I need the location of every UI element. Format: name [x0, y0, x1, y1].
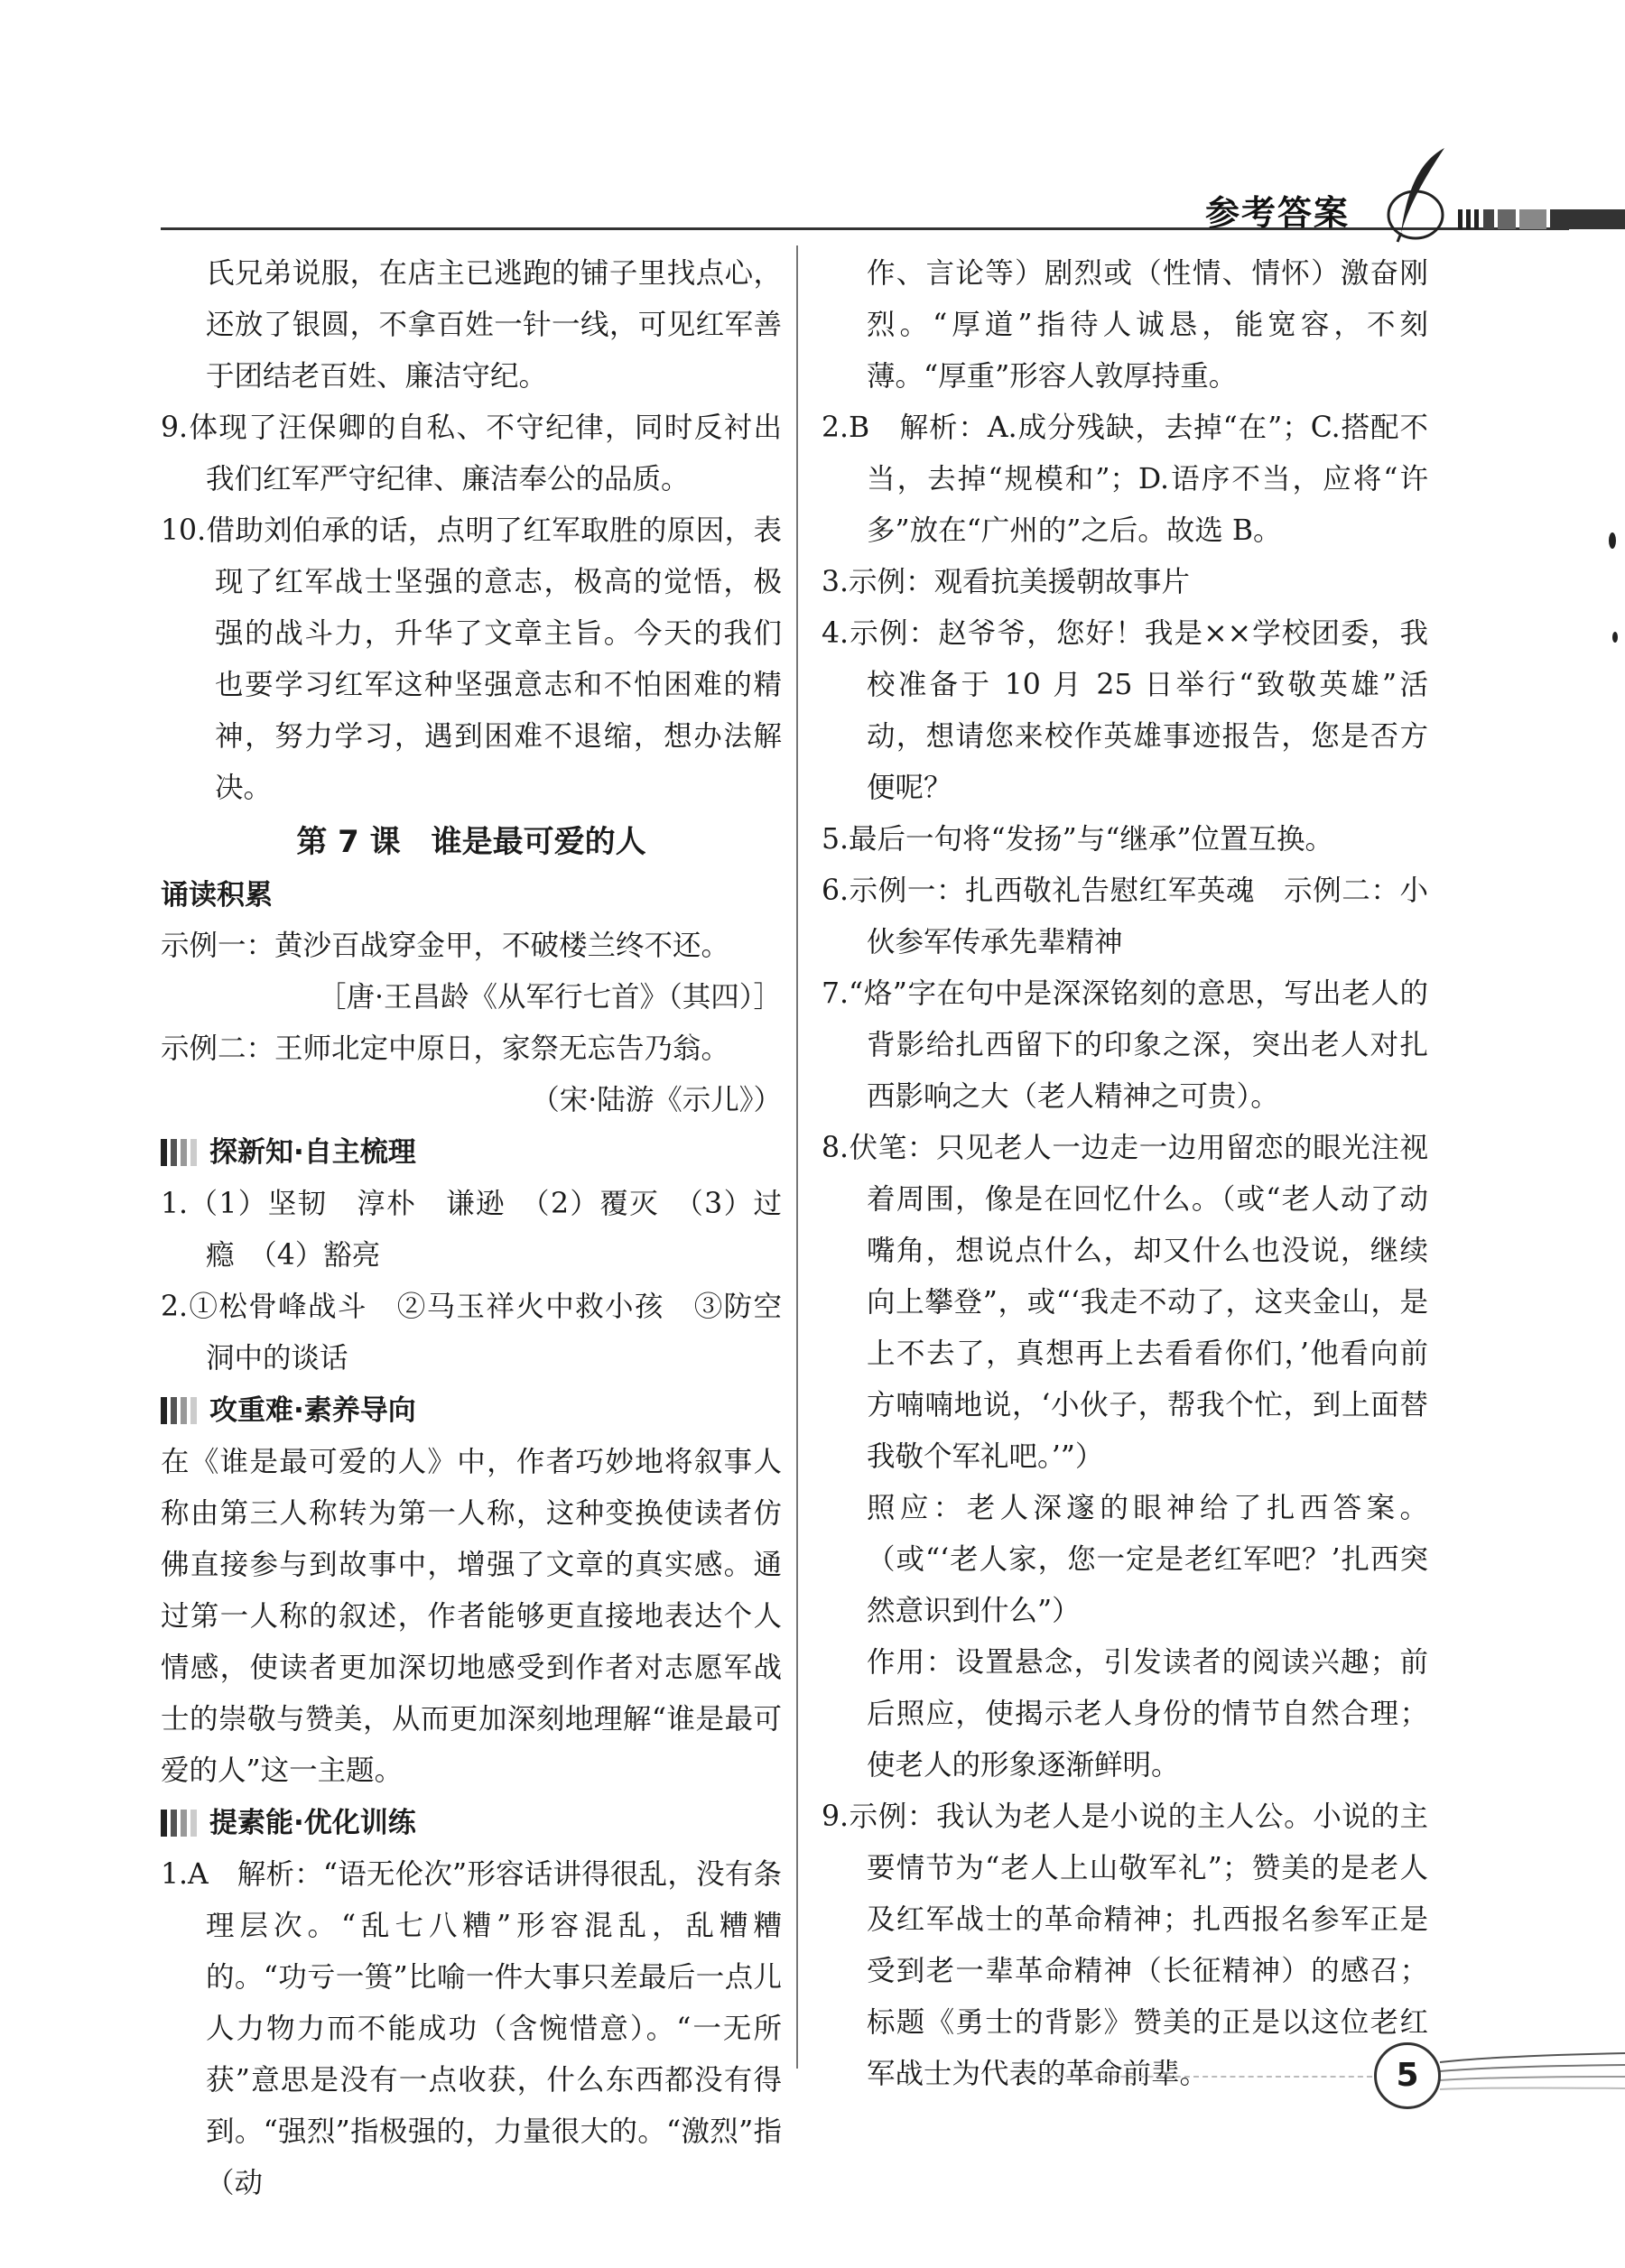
training-answer-3: 3.示例：观看抗美援朝故事片 [822, 566, 1191, 598]
training-answer-6: 6.示例一：扎西敬礼告慰红军英魂 示例二：小伙参军传承先辈精神 [822, 875, 1428, 958]
training-answer-9: 9.示例：我认为老人是小说的主人公。小说的主要情节为“老人上山敬军礼”；赞美的是老人及红军战士的革命精神；扎西报名参军正是受到老一辈革命精神（长征精神）的感召；标题《勇士的背影》赞美的正是以这位老红军战士为代表的革命前辈。 [822, 1801, 1428, 2090]
section-heading-training [161, 1797, 782, 1849]
page-header-title: 参考答案 [1205, 193, 1351, 233]
edge-speck [1612, 632, 1618, 643]
section-bars-icon [161, 1139, 197, 1166]
training-answer-8-echo: 照应：老人深邃的眼神给了扎西答案。（或“‘老人家，您一定是老红军吧？’扎西突然意识到什么”） [867, 1492, 1428, 1627]
paragraph-intro: 氏兄弟说服，在店主已逃跑的铺子里找点心，还放了银圆，不拿百姓一针一线，可见红军善于团结老百姓、廉洁守纪。 [206, 257, 782, 393]
header-bars-decoration [1458, 206, 1625, 233]
header-rule [161, 227, 1569, 230]
section-heading-text: 攻重难·素养导向 [209, 1394, 416, 1427]
training-answer-5: 5.最后一句将“发扬”与“继承”位置互换。 [822, 823, 1333, 856]
explore-answer-2: 2.①松骨峰战斗 ②马玉祥火中救小孩 ③防空洞中的谈话 [161, 1291, 782, 1375]
training-answer-1: 1.A 解析：“语无伦次”形容话讲得很乱，没有条理层次。“乱七八糟”形容混乱，乱糟糟的。“功亏一篑”比喻一件大事只差最后一点儿人力物力而不能成功（含惋惜意）。“一无所获”意思是没有一点收获，什么东西都没有得到。“强烈”指极强的，力量很大的。“激烈”指（动 [161, 1858, 782, 2199]
column-divider [796, 245, 798, 2069]
right-column [822, 248, 1428, 2100]
example-2: 示例二：王师北定中原日，家祭无忘告乃翁。 [161, 1032, 730, 1065]
example-1: 示例一：黄沙百战穿金甲，不破楼兰终不还。 [161, 930, 730, 962]
footer-dashed-rule [1020, 2076, 1372, 2078]
training-answer-2: 2.B 解析：A.成分残缺，去掉“在”；C.搭配不当，去掉“规模和”；D.语序不当，应将“许多”放在“广州的”之后。故选 B。 [822, 412, 1428, 547]
example-2-source: （宋·陆游《示儿》） [531, 1084, 782, 1116]
lesson-title: 第 7 课 谁是最可爱的人 [296, 824, 646, 860]
section-heading-text: 探新知·自主梳理 [209, 1136, 416, 1169]
difficulty-paragraph: 在《谁是最可爱的人》中，作者巧妙地将叙事人称由第三人称转为第一人称，这种变换使读者仿佛直接参与到故事中，增强了文章的真实感。通过第一人称的叙述，作者能够更直接地表达个人情感，使读者更加深切地感受到作者对志愿军战士的崇敬与赞美，从而更加深刻地理解“谁是最可爱的人”这一主题。 [161, 1446, 782, 1787]
section-heading-text: 提素能·优化训练 [209, 1807, 416, 1839]
page-number: 5 [1374, 2042, 1441, 2109]
edge-speck [1609, 532, 1616, 549]
training-answer-4: 4.示例：赵爷爷，您好！我是××学校团委，我校准备于 10 月 25 日举行“致敬英雄”活动，想请您来校作英雄事迹报告，您是否方便呢？ [822, 617, 1428, 804]
training-answer-7: 7.“烙”字在句中是深深铭刻的意思，写出老人的背影给扎西留下的印象之深，突出老人对扎西影响之大（老人精神之可贵）。 [822, 977, 1428, 1113]
section-heading-difficulty [161, 1384, 782, 1437]
training-answer-8: 8.伏笔：只见老人一边走一边用留恋的眼光注视着周围，像是在回忆什么。（或“老人动了动嘴角，想说点什么，却又什么也没说，继续向上攀登”，或“‘我走不动了，这夹金山，是上不去了，真想再上去看看你们，’他看向前方喃喃地说，‘小伙子，帮我个忙，到上面替我敬个军礼吧。’”） [822, 1132, 1428, 1473]
answer-10: 10.借助刘伯承的话，点明了红军取胜的原因，表现了红军战士坚强的意志，极高的觉悟，极强的战斗力，升华了文章主旨。今天的我们也要学习红军这种坚强意志和不怕困难的精神，努力学习，遇到困难不退缩，想办法解决。 [161, 514, 782, 804]
explore-answer-1: 1.（1）坚韧 淳朴 谦逊 （2）覆灭 （3）过瘾 （4）豁亮 [161, 1188, 782, 1272]
training-answer-1-continued: 作、言论等）剧烈或（性情、情怀）激奋刚烈。“厚道”指待人诚恳，能宽容，不刻薄。“厚重”形容人敦厚持重。 [867, 257, 1428, 393]
recite-heading: 诵读积累 [161, 879, 273, 912]
answer-9: 9.体现了汪保卿的自私、不守纪律，同时反衬出我们红军严守纪律、廉洁奉公的品质。 [161, 412, 782, 495]
left-column [161, 248, 782, 2209]
section-bars-icon [161, 1397, 197, 1424]
section-heading-explore [161, 1126, 782, 1179]
example-1-source: ［唐·王昌龄《从军行七首》（其四）］ [317, 981, 782, 1014]
training-answer-8-effect: 作用：设置悬念，引发读者的阅读兴趣；前后照应，使揭示老人身份的情节自然合理；使老人的形象逐渐鲜明。 [867, 1646, 1428, 1782]
section-bars-icon [161, 1810, 197, 1837]
page-number-badge [1354, 2035, 1625, 2116]
quill-pen-icon [1381, 144, 1453, 244]
